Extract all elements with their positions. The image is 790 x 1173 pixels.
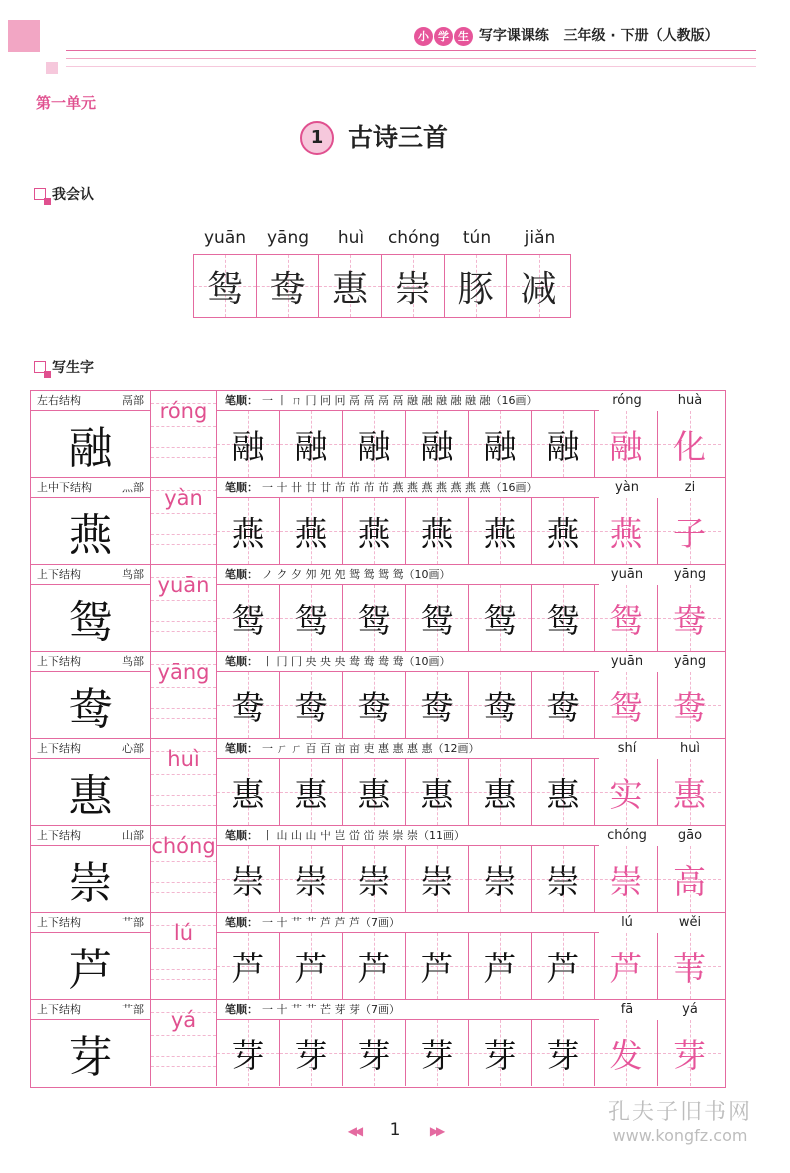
practice-cell (343, 933, 406, 999)
word-pinyin: yuān (610, 654, 644, 669)
structure-type: 上下结构 (37, 916, 81, 929)
word-pinyin: róng (612, 393, 642, 408)
structure-info (31, 652, 151, 672)
model-char: 崇 (31, 846, 151, 912)
word-char-cell (595, 933, 658, 999)
word-char: 鸯 (673, 687, 706, 727)
practice-cell (343, 1020, 406, 1086)
practice-cell (217, 411, 280, 477)
practice-cell (343, 585, 406, 651)
word-char: 鸯 (673, 600, 706, 640)
radical: 鸟部 (122, 655, 144, 668)
practice-char: 惠 (357, 774, 391, 814)
practice-char: 芦 (294, 948, 328, 988)
practice-cell (217, 672, 280, 738)
practice-char: 燕 (357, 513, 391, 553)
practice-row (31, 913, 725, 1000)
word-pinyin: gāo (677, 828, 703, 843)
char-pinyin: yàn (164, 486, 203, 510)
practice-char: 崇 (231, 861, 265, 901)
word-char-cell (658, 1020, 721, 1086)
practice-cell (469, 411, 532, 477)
recognize-char: 崇 (394, 268, 431, 310)
practice-cell (343, 846, 406, 912)
word-char-cell (658, 498, 721, 564)
word-pinyin: fā (620, 1002, 634, 1017)
practice-char: 崇 (483, 861, 517, 901)
watermark-url: www.kongfz.com (612, 1126, 748, 1145)
stroke-count: （10画） (403, 568, 451, 581)
pinyin-box (151, 913, 217, 999)
practice-char: 鸯 (231, 687, 265, 727)
word-char-cell (595, 585, 658, 651)
char-pinyin: róng (159, 399, 208, 423)
radical: 艹部 (122, 916, 144, 929)
stroke-label: 笔顺： (225, 655, 258, 668)
practice-row (31, 391, 725, 478)
model-char: 燕 (31, 498, 151, 564)
practice-char: 鸳 (483, 600, 517, 640)
practice-cell (469, 1020, 532, 1086)
word-char: 高 (673, 861, 706, 901)
next-arrow-icon: ▶▶ (429, 1124, 443, 1138)
section-marker-icon (34, 361, 46, 373)
stroke-label: 笔顺： (225, 394, 258, 407)
practice-cell (469, 846, 532, 912)
recognize-char: 豚 (457, 268, 494, 310)
recognize-char: 鸯 (269, 268, 306, 310)
structure-type: 左右结构 (37, 394, 81, 407)
book-grade: 三年级 · 下册（人教版） (563, 28, 719, 44)
practice-cell (280, 585, 343, 651)
structure-type: 上下结构 (37, 742, 81, 755)
radical: 鸟部 (122, 568, 144, 581)
corner-decoration-small (46, 62, 58, 74)
practice-cell (217, 1020, 280, 1086)
practice-char: 崇 (294, 861, 328, 901)
practice-char: 燕 (420, 513, 454, 553)
practice-cell (217, 498, 280, 564)
model-char: 芽 (31, 1020, 151, 1086)
practice-cell (280, 498, 343, 564)
stroke-count: （10画） (403, 655, 451, 668)
practice-char: 芽 (483, 1035, 517, 1075)
practice-cell (280, 759, 343, 825)
practice-char: 鸯 (294, 687, 328, 727)
word-char: 鸳 (609, 687, 643, 727)
practice-cell (532, 498, 595, 564)
section-label: 写生字 (52, 360, 94, 376)
practice-char: 鸳 (357, 600, 391, 640)
header-badge: 生 (454, 27, 473, 46)
practice-row (31, 652, 725, 739)
practice-char: 芦 (483, 948, 517, 988)
structure-type: 上下结构 (37, 1003, 81, 1016)
practice-cell (217, 759, 280, 825)
recognize-char-cell (445, 255, 508, 317)
word-char-cell (658, 672, 721, 738)
practice-char: 芦 (546, 948, 580, 988)
char-pinyin: huì (167, 747, 200, 771)
practice-cell (469, 672, 532, 738)
practice-char: 鸯 (546, 687, 580, 727)
section-marker-icon (34, 188, 46, 200)
practice-cell (406, 1020, 469, 1086)
pinyin-box (151, 478, 217, 564)
practice-cell (532, 1020, 595, 1086)
char-pinyin: chóng (151, 834, 216, 858)
structure-type: 上下结构 (37, 655, 81, 668)
char-pinyin: yuān (157, 573, 210, 597)
practice-char: 芦 (231, 948, 265, 988)
practice-cell (406, 846, 469, 912)
recognize-char-cell (194, 255, 257, 317)
writing-practice-table (30, 390, 726, 1088)
practice-cell (469, 933, 532, 999)
word-pinyin: yàn (615, 480, 639, 495)
practice-char: 惠 (420, 774, 454, 814)
pinyin-box (151, 826, 217, 912)
recognize-char: 惠 (332, 268, 369, 310)
model-char: 鸳 (31, 585, 151, 651)
word-char-cell (595, 672, 658, 738)
unit-title: 第一单元 (36, 94, 97, 112)
lesson-title (300, 118, 448, 155)
book-header (414, 25, 719, 46)
practice-cell (469, 585, 532, 651)
stroke-count: （7画） (359, 916, 400, 929)
header-rule (66, 50, 756, 51)
practice-cell (280, 846, 343, 912)
stroke-label: 笔顺： (225, 481, 258, 494)
practice-cell (217, 846, 280, 912)
recognize-pinyin: huì (337, 228, 365, 248)
practice-cell (406, 933, 469, 999)
word-char: 鸳 (609, 600, 643, 640)
recognize-pinyin: yāng (266, 228, 310, 248)
practice-char: 芽 (231, 1035, 265, 1075)
word-char-cell (658, 759, 721, 825)
practice-char: 燕 (546, 513, 580, 553)
practice-char: 融 (483, 426, 517, 466)
recognize-char-cell (507, 255, 570, 317)
stroke-order (217, 739, 599, 759)
practice-char: 融 (546, 426, 580, 466)
word-pinyin: huì (679, 741, 701, 756)
recognize-char: 减 (520, 268, 557, 310)
word-char-cell (658, 411, 721, 477)
practice-char: 惠 (546, 774, 580, 814)
stroke-label: 笔顺： (225, 742, 258, 755)
word-char-cell (595, 759, 658, 825)
model-char: 鸯 (31, 672, 151, 738)
practice-cell (532, 585, 595, 651)
practice-char: 鸯 (420, 687, 454, 727)
structure-type: 上中下结构 (37, 481, 92, 494)
stroke-order (217, 652, 599, 672)
structure-info (31, 391, 151, 411)
stroke-sequence: 一 十 艹 艹 芦 芦 芦 (262, 916, 360, 929)
word-char: 融 (609, 426, 643, 466)
word-char: 崇 (609, 861, 643, 901)
stroke-sequence: ノ ク 夕 夘 夗 夗 鸳 鸳 鸳 鸳 (262, 568, 404, 581)
word-char-cell (595, 1020, 658, 1086)
stroke-label: 笔顺： (225, 568, 258, 581)
stroke-count: （16画） (490, 481, 538, 494)
stroke-sequence: 一 ㄏ ㄏ 百 百 亩 亩 吏 惠 惠 惠 惠 (262, 742, 433, 755)
stroke-order (217, 913, 599, 933)
structure-info (31, 739, 151, 759)
model-char: 惠 (31, 759, 151, 825)
stroke-count: （7画） (359, 1003, 400, 1016)
watermark-stamp (590, 1095, 770, 1145)
practice-cell (217, 585, 280, 651)
word-char: 实 (609, 774, 643, 814)
practice-char: 芽 (546, 1035, 580, 1075)
practice-cell (406, 585, 469, 651)
word-char-cell (658, 846, 721, 912)
practice-cell (343, 411, 406, 477)
word-char: 发 (609, 1035, 643, 1075)
structure-type: 上下结构 (37, 829, 81, 842)
practice-row (31, 1000, 725, 1087)
stroke-order (217, 391, 599, 411)
recognize-char-cell (382, 255, 445, 317)
word-char: 子 (673, 513, 706, 553)
word-char-cell (595, 498, 658, 564)
lesson-name: 古诗三首 (348, 123, 449, 152)
word-char: 化 (673, 426, 706, 466)
practice-row (31, 739, 725, 826)
practice-char: 惠 (294, 774, 328, 814)
practice-cell (343, 672, 406, 738)
radical: 灬部 (122, 481, 144, 494)
word-pinyin: lú (621, 915, 633, 930)
structure-info (31, 478, 151, 498)
stroke-sequence: 一 丨 ㄇ 冂 冋 冋 鬲 鬲 鬲 鬲 融 融 融 融 融 融 (262, 394, 491, 407)
practice-char: 燕 (231, 513, 265, 553)
word-pinyin: wěi (678, 915, 702, 930)
practice-char: 鸯 (483, 687, 517, 727)
practice-char: 惠 (231, 774, 265, 814)
practice-cell (532, 411, 595, 477)
lesson-number: 1 (300, 121, 334, 155)
stroke-count: （12画） (432, 742, 480, 755)
practice-row (31, 478, 725, 565)
practice-row (31, 565, 725, 652)
practice-cell (406, 411, 469, 477)
practice-char: 鸳 (294, 600, 328, 640)
recognize-pinyin: chóng (387, 228, 441, 248)
stroke-count: （16画） (490, 394, 538, 407)
recognize-char-cell (257, 255, 320, 317)
word-pinyin: yuān (610, 567, 644, 582)
recognize-pinyin: jiǎn (524, 228, 556, 248)
stroke-sequence: 丨 山 山 山 屮 岂 峃 峃 崇 崇 崇 (262, 829, 418, 842)
word-char: 燕 (609, 513, 643, 553)
pinyin-box (151, 391, 217, 477)
section-label: 我会认 (52, 187, 94, 203)
char-pinyin: yá (170, 1008, 197, 1032)
practice-cell (280, 672, 343, 738)
header-rule-3 (66, 66, 756, 67)
stroke-sequence: 一 十 卄 廿 廿 芇 芇 芇 芇 燕 燕 燕 燕 燕 燕 燕 (262, 481, 491, 494)
structure-info (31, 565, 151, 585)
practice-char: 崇 (420, 861, 454, 901)
practice-char: 惠 (483, 774, 517, 814)
practice-cell (532, 759, 595, 825)
watermark-name: 孔夫子旧书网 (607, 1100, 752, 1125)
stroke-label: 笔顺： (225, 829, 258, 842)
char-pinyin: yāng (157, 660, 210, 684)
structure-info (31, 913, 151, 933)
header-badge: 小 (414, 27, 433, 46)
practice-cell (532, 933, 595, 999)
practice-char: 鸳 (420, 600, 454, 640)
recognize-pinyin: tún (462, 228, 492, 248)
practice-char: 融 (231, 426, 265, 466)
stroke-sequence: 一 十 艹 艹 芒 芽 芽 (262, 1003, 360, 1016)
practice-char: 燕 (294, 513, 328, 553)
practice-cell (532, 672, 595, 738)
pinyin-box (151, 1000, 217, 1086)
prev-arrow-icon: ◀◀ (347, 1124, 361, 1138)
word-char: 惠 (673, 774, 706, 814)
stroke-order (217, 565, 599, 585)
practice-row (31, 826, 725, 913)
structure-type: 上下结构 (37, 568, 81, 581)
corner-decoration (8, 20, 40, 52)
pinyin-box (151, 652, 217, 738)
word-char: 芽 (673, 1035, 706, 1075)
practice-char: 崇 (546, 861, 580, 901)
word-pinyin: yāng (673, 654, 707, 669)
book-title: 写字课课练 (478, 28, 549, 44)
practice-char: 芽 (294, 1035, 328, 1075)
practice-char: 芽 (420, 1035, 454, 1075)
stroke-label: 笔顺： (225, 1003, 258, 1016)
practice-char: 燕 (483, 513, 517, 553)
practice-char: 芦 (420, 948, 454, 988)
word-pinyin: huà (677, 393, 703, 408)
practice-char: 芦 (357, 948, 391, 988)
practice-cell (406, 672, 469, 738)
stroke-order (217, 478, 599, 498)
model-char: 融 (31, 411, 151, 477)
structure-info (31, 826, 151, 846)
practice-cell (532, 846, 595, 912)
practice-char: 芽 (357, 1035, 391, 1075)
word-char: 苇 (673, 948, 706, 988)
pinyin-box (151, 739, 217, 825)
practice-cell (343, 498, 406, 564)
word-char-cell (595, 846, 658, 912)
word-pinyin: yá (682, 1002, 698, 1017)
practice-char: 鸳 (546, 600, 580, 640)
practice-char: 融 (357, 426, 391, 466)
word-char-cell (658, 585, 721, 651)
word-char-cell (595, 411, 658, 477)
recognize-char: 鸳 (206, 268, 243, 310)
practice-char: 融 (294, 426, 328, 466)
model-char: 芦 (31, 933, 151, 999)
radical: 鬲部 (122, 394, 144, 407)
radical: 艹部 (122, 1003, 144, 1016)
page-number: 1 (389, 1120, 401, 1140)
practice-cell (280, 933, 343, 999)
char-pinyin: lú (173, 921, 194, 945)
practice-char: 融 (420, 426, 454, 466)
practice-char: 崇 (357, 861, 391, 901)
practice-cell (406, 759, 469, 825)
practice-cell (280, 1020, 343, 1086)
recognize-pinyin: yuān (203, 228, 247, 248)
radical: 山部 (122, 829, 144, 842)
pinyin-box (151, 565, 217, 651)
practice-char: 鸳 (231, 600, 265, 640)
header-rule-2 (66, 58, 756, 59)
word-char: 芦 (609, 948, 643, 988)
radical: 心部 (122, 742, 144, 755)
section-recognize (34, 184, 94, 204)
practice-cell (280, 411, 343, 477)
word-pinyin: zi (684, 480, 696, 495)
section-write (34, 357, 94, 377)
practice-cell (406, 498, 469, 564)
word-char-cell (658, 933, 721, 999)
structure-info (31, 1000, 151, 1020)
stroke-label: 笔顺： (225, 916, 258, 929)
practice-cell (343, 759, 406, 825)
stroke-order (217, 826, 599, 846)
practice-cell (217, 933, 280, 999)
word-pinyin: chóng (607, 828, 647, 843)
word-pinyin: yāng (673, 567, 707, 582)
practice-cell (469, 759, 532, 825)
stroke-count: （11画） (417, 829, 465, 842)
stroke-sequence: 丨 冂 冂 央 央 央 鸯 鸯 鸯 鸯 (262, 655, 404, 668)
recognize-grid (193, 254, 571, 318)
practice-char: 鸯 (357, 687, 391, 727)
recognize-char-cell (319, 255, 382, 317)
stroke-order (217, 1000, 599, 1020)
word-pinyin: shí (617, 741, 637, 756)
practice-cell (469, 498, 532, 564)
header-badge: 学 (434, 27, 453, 46)
